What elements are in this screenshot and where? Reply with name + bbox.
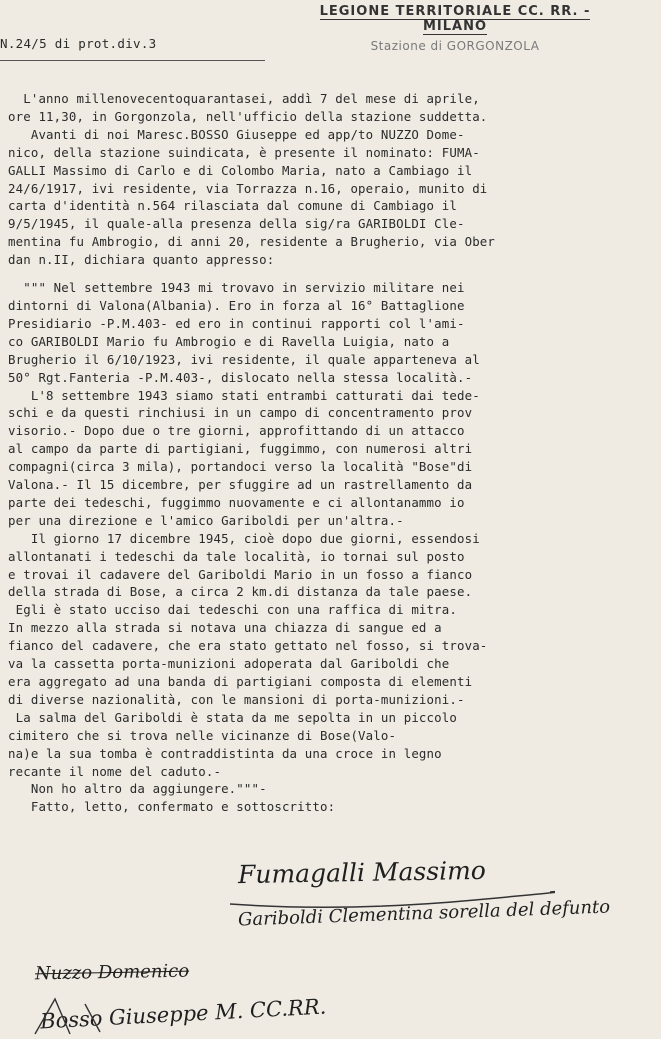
protocol-underline bbox=[0, 60, 265, 61]
body-line: mentina fu Ambrogio, di anni 20, residente a Brugherio, via Ober bbox=[8, 234, 496, 250]
body-line: dan n.II, dichiara quanto appresso: bbox=[8, 252, 275, 268]
body-line: al campo da parte di partigiani, fuggimmo, con numerosi altri bbox=[8, 441, 473, 457]
body-line: 50° Rgt.Fanteria -P.M.403-, dislocato nella stessa località.- bbox=[8, 369, 473, 385]
body-line: na)e la sua tomba è contraddistinta da una croce in legno bbox=[8, 745, 442, 761]
letterhead bbox=[285, 4, 625, 53]
body-line: compagni(circa 3 mila), portandoci verso la località "Bose"di bbox=[8, 459, 473, 475]
body-line: 24/6/1917, ivi residente, via Torrazza n.16, operaio, munito di bbox=[8, 180, 488, 196]
body-line: Brugherio il 6/10/1923, ivi residente, il quale apparteneva al bbox=[8, 351, 480, 367]
body-line: ore 11,30, in Gorgonzola, nell'ufficio della stazione suddetta. bbox=[8, 108, 488, 124]
body-line: Presidiario -P.M.403- ed ero in continui rapporti col l'ami- bbox=[8, 315, 465, 331]
body-line: Fatto, letto, confermato e sottoscritto: bbox=[8, 799, 336, 815]
body-line: Avanti di noi Maresc.BOSSO Giuseppe ed app/to NUZZO Dome- bbox=[8, 126, 465, 142]
body-line: fianco del cadavere, che era stato gettato nel fosso, si trova- bbox=[8, 638, 488, 654]
signature-officer-2: Bosso Giuseppe M. CC.RR. bbox=[39, 994, 327, 1034]
body-line: di diverse nazionalità, con le mansioni di porta-munizioni.- bbox=[8, 691, 465, 707]
body-line: va la cassetta porta-munizioni adoperata dal Gariboldi che bbox=[8, 656, 450, 672]
body-line: dintorni di Valona(Albania). Ero in forza al 16° Battaglione bbox=[8, 297, 465, 313]
legion-title: LEGIONE TERRITORIALE CC. RR. - MILANO bbox=[319, 4, 591, 34]
body-line: Non ho altro da aggiungere."""- bbox=[8, 781, 267, 797]
body-line: cimitero che si trova nelle vicinanze di Bose(Valo- bbox=[8, 727, 397, 743]
body-line: Egli è stato ucciso dai tedeschi con una raffica di mitra. bbox=[8, 602, 457, 618]
body-line: In mezzo alla strada si notava una chiazza di sangue ed a bbox=[8, 620, 442, 636]
body-line: era aggregato ad una banda di partigiani composta di elementi bbox=[8, 674, 473, 689]
body-line: GALLI Massimo di Carlo e di Colombo Maria, nato a Cambiago il bbox=[8, 162, 473, 178]
body-line: e trovai il cadavere del Gariboldi Mario in un fosso a fianco bbox=[8, 566, 473, 582]
body-line: """ Nel settembre 1943 mi trovavo in servizio militare nei bbox=[8, 280, 465, 296]
body-line: allontanati i tedeschi da tale località, io tornai sul posto bbox=[8, 548, 465, 564]
statement-body bbox=[8, 90, 653, 816]
signature-officer-1: Nuzzo Domenico bbox=[34, 960, 190, 985]
body-line: La salma del Gariboldi è stata da me sepolta in un piccolo bbox=[8, 709, 457, 725]
body-line: 9/5/1945, il quale-alla presenza della sig/ra GARIBOLDI Cle- bbox=[8, 216, 465, 232]
body-line: L'8 settembre 1943 siamo stati entrambi catturati dai tede- bbox=[8, 387, 480, 403]
protocol-number: N.24/5 di prot.div.3 bbox=[0, 36, 157, 51]
body-line: schi e da questi rinchiusi in un campo di concentramento prov bbox=[8, 405, 473, 421]
signature-flourish-2 bbox=[30, 994, 150, 1039]
signature-witness: Fumagalli Massimo bbox=[237, 855, 487, 890]
body-line: recante il nome del caduto.- bbox=[8, 763, 222, 779]
signature-sister: Gariboldi Clementina sorella del defunto bbox=[237, 896, 611, 931]
body-line: per una direzione e l'amico Gariboldi per un'altra.- bbox=[8, 512, 404, 528]
body-line: Valona.- Il 15 dicembre, per sfuggire ad un rastrellamento da bbox=[8, 477, 473, 493]
body-line: co GARIBOLDI Mario fu Ambrogio e di Ravella Luigia, nato a bbox=[8, 333, 450, 349]
body-line: visorio.- Dopo due o tre giorni, approfittando di un attacco bbox=[8, 423, 465, 439]
station-name: Stazione di GORGONZOLA bbox=[370, 39, 540, 53]
body-line: Il giorno 17 dicembre 1945, cioè dopo due giorni, essendosi bbox=[8, 530, 480, 546]
body-line: della strada di Bose, a circa 2 km.di distanza da tale paese. bbox=[8, 584, 473, 600]
body-line: parte dei tedeschi, fuggimmo nuovamente e ci allontanammo io bbox=[8, 494, 465, 510]
body-line: nico, della stazione suindicata, è presente il nominato: FUMA- bbox=[8, 144, 480, 160]
body-line bbox=[8, 269, 653, 279]
body-line: carta d'identità n.564 rilasciata dal comune di Cambiago il bbox=[8, 198, 457, 214]
body-line: L'anno millenovecentoquarantasei, addì 7 del mese di aprile, bbox=[8, 91, 480, 106]
